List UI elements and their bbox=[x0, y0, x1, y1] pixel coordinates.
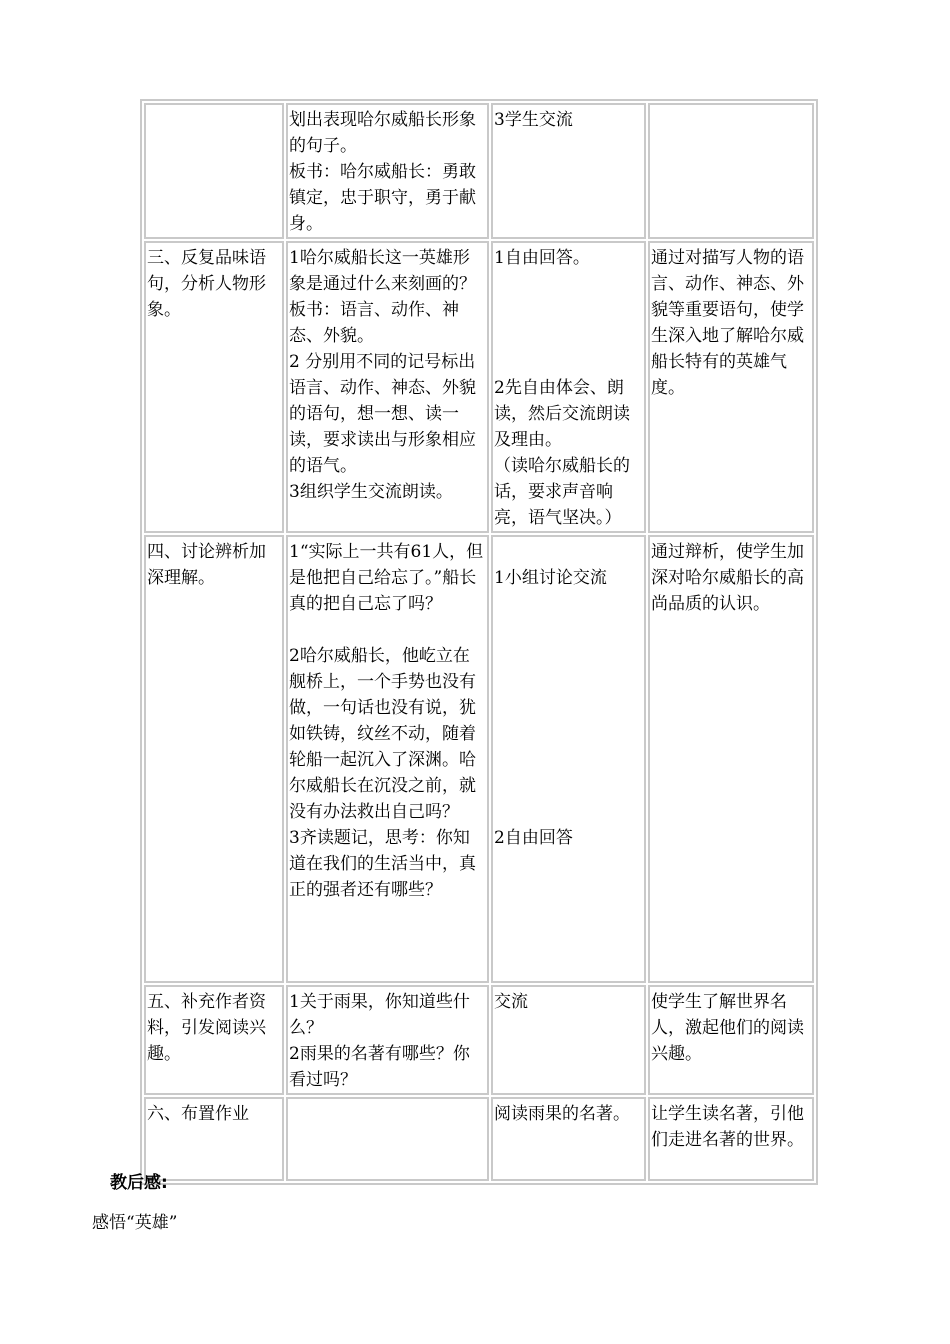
student-activity-cell: 3学生交流 bbox=[491, 103, 646, 239]
reflection-heading: 教后感: bbox=[110, 1173, 168, 1193]
reflection-text: 感悟“英雄” bbox=[92, 1213, 178, 1233]
stage-cell: 六、布置作业 bbox=[144, 1097, 284, 1181]
table-row bbox=[144, 241, 814, 533]
stage-cell: 五、补充作者资料，引发阅读兴趣。 bbox=[144, 985, 284, 1095]
student-activity-cell: 1自由回答。 2先自由体会、朗读，然后交流朗读及理由。 （读哈尔威船长的话，要求声音响亮，语气坚决。） bbox=[491, 241, 646, 533]
teacher-activity-cell: 1关于雨果，你知道些什么？ 2雨果的名著有哪些？你看过吗？ bbox=[286, 985, 489, 1095]
table-row bbox=[144, 103, 814, 239]
stage-cell: 四、讨论辨析加深理解。 bbox=[144, 535, 284, 983]
lesson-plan-table bbox=[140, 99, 818, 1185]
table-row bbox=[144, 985, 814, 1095]
teacher-activity-cell bbox=[286, 1097, 489, 1181]
student-activity-cell: 交流 bbox=[491, 985, 646, 1095]
teacher-activity-cell: 1“实际上一共有61人，但是他把自己给忘了。”船长真的把自己忘了吗？ 2哈尔威船长，他屹立在舰桥上，一个手势也没有做，一句话也没有说，犹如铁铸，纹丝不动，随着轮船一起沉入了深渊。哈尔威船长在沉没之前，就没有办法救出自己吗？ 3齐读题记，思考：你知道在我们的生活当中，真正的强者还有哪些？ bbox=[286, 535, 489, 983]
student-activity-cell: 1小组讨论交流 2自由回答 bbox=[491, 535, 646, 983]
table-row bbox=[144, 1097, 814, 1181]
design-intent-cell: 使学生了解世界名人，激起他们的阅读兴趣。 bbox=[648, 985, 814, 1095]
design-intent-cell: 通过辩析，使学生加深对哈尔威船长的高尚品质的认识。 bbox=[648, 535, 814, 983]
design-intent-cell: 通过对描写人物的语言、动作、神态、外貌等重要语句，使学生深入地了解哈尔威船长特有的英雄气度。 bbox=[648, 241, 814, 533]
table-row bbox=[144, 535, 814, 983]
student-activity-cell: 阅读雨果的名著。 bbox=[491, 1097, 646, 1181]
teacher-activity-cell: 划出表现哈尔威船长形象的句子。 板书：哈尔威船长：勇敢镇定，忠于职守，勇于献身。 bbox=[286, 103, 489, 239]
design-intent-cell: 让学生读名著，引他们走进名著的世界。 bbox=[648, 1097, 814, 1181]
design-intent-cell bbox=[648, 103, 814, 239]
stage-cell: 三、反复品味语句，分析人物形象。 bbox=[144, 241, 284, 533]
teacher-activity-cell: 1哈尔威船长这一英雄形象是通过什么来刻画的？ 板书：语言、动作、神态、外貌。 2 分别用不同的记号标出语言、动作、神态、外貌的语句，想一想、读一读，要求读出与形象相应的语气。 3组织学生交流朗读。 bbox=[286, 241, 489, 533]
stage-cell bbox=[144, 103, 284, 239]
